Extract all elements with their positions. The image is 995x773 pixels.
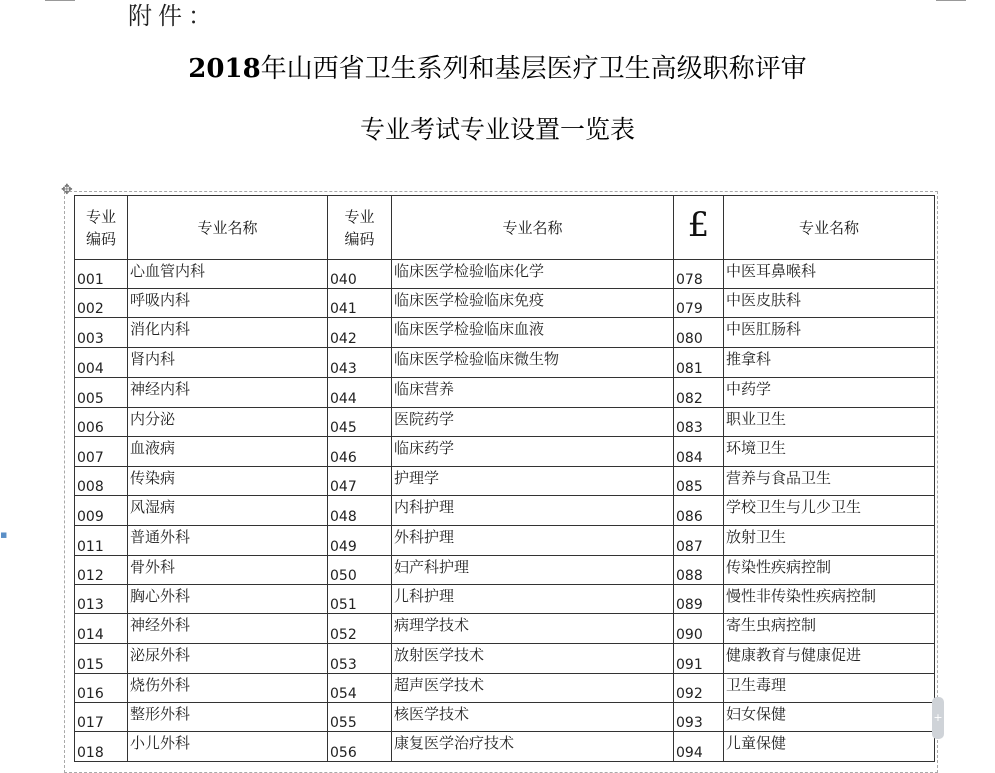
specialty-name: 慢性非传染性疾病控制: [724, 585, 935, 614]
specialty-code: 085: [674, 467, 724, 496]
specialty-name: 临床药学: [392, 437, 674, 467]
document-subtitle: 专业考试专业设置一览表: [359, 115, 635, 144]
specialty-code: 050: [328, 556, 392, 585]
specialty-name: 中医耳鼻喉科: [724, 260, 935, 289]
specialty-name: 肾内科: [128, 348, 328, 378]
specialty-name: 妇女保健: [724, 703, 935, 732]
table-row: [75, 526, 935, 556]
specialty-code: 008: [75, 467, 128, 496]
specialty-code: 053: [328, 644, 392, 674]
specialty-name: 健康教育与健康促进: [724, 644, 935, 674]
specialty-code: 012: [75, 556, 128, 585]
code-header: £: [674, 196, 724, 260]
specialty-name: 泌尿外科: [128, 644, 328, 674]
specialty-code: 089: [674, 585, 724, 614]
code-header: 专业 编码: [328, 196, 392, 260]
specialty-name: 学校卫生与儿少卫生: [724, 496, 935, 526]
specialty-code: 082: [674, 378, 724, 408]
table-row: [75, 467, 935, 496]
table-row: [75, 585, 935, 614]
page-corner-mark-right: [936, 0, 966, 1]
specialty-code: 018: [75, 732, 128, 762]
table-row: [75, 556, 935, 585]
specialty-code: 017: [75, 703, 128, 732]
specialty-name: 中医肛肠科: [724, 318, 935, 348]
specialty-name: 环境卫生: [724, 437, 935, 467]
title-year: 2018: [188, 54, 261, 84]
specialty-code: 055: [328, 703, 392, 732]
table-row: [75, 732, 935, 762]
specialty-code: 016: [75, 674, 128, 703]
name-header: 专业名称: [724, 196, 935, 260]
specialty-name: 寄生虫病控制: [724, 614, 935, 644]
specialty-name: 营养与食品卫生: [724, 467, 935, 496]
specialty-code: 081: [674, 348, 724, 378]
specialty-code: 003: [75, 318, 128, 348]
specialty-code: 007: [75, 437, 128, 467]
specialty-code: 079: [674, 289, 724, 318]
specialty-code: 090: [674, 614, 724, 644]
specialty-code: 056: [328, 732, 392, 762]
specialty-code: 080: [674, 318, 724, 348]
specialty-name: 儿科护理: [392, 585, 674, 614]
specialty-code: 041: [328, 289, 392, 318]
specialty-code: 046: [328, 437, 392, 467]
specialty-name: 核医学技术: [392, 703, 674, 732]
specialty-name: 临床医学检验临床微生物: [392, 348, 674, 378]
table-header-row: [75, 196, 935, 260]
specialty-code: 088: [674, 556, 724, 585]
specialty-name: 骨外科: [128, 556, 328, 585]
left-margin-marker-icon: ▪: [0, 528, 8, 541]
specialty-name: 临床医学检验临床免疫: [392, 289, 674, 318]
specialty-name: 临床营养: [392, 378, 674, 408]
specialty-code: 084: [674, 437, 724, 467]
specialty-code: 087: [674, 526, 724, 556]
specialty-code: 093: [674, 703, 724, 732]
specialty-name: 外科护理: [392, 526, 674, 556]
table-row: [75, 674, 935, 703]
specialty-name: 传染性疾病控制: [724, 556, 935, 585]
specialty-code: 049: [328, 526, 392, 556]
specialty-code: 086: [674, 496, 724, 526]
name-header: 专业名称: [128, 196, 328, 260]
specialty-name: 放射卫生: [724, 526, 935, 556]
specialty-name: 临床医学检验临床血液: [392, 318, 674, 348]
specialty-name: 传染病: [128, 467, 328, 496]
specialty-code: 009: [75, 496, 128, 526]
page-corner-mark-left: [45, 0, 75, 1]
specialty-code: 002: [75, 289, 128, 318]
specialty-code: 044: [328, 378, 392, 408]
specialty-name: 妇产科护理: [392, 556, 674, 585]
specialty-name: 小儿外科: [128, 732, 328, 762]
specialty-name: 职业卫生: [724, 408, 935, 437]
specialty-code: 015: [75, 644, 128, 674]
specialty-code: 047: [328, 467, 392, 496]
specialty-code: 005: [75, 378, 128, 408]
specialty-name: 烧伤外科: [128, 674, 328, 703]
table-row: [75, 260, 935, 289]
table-row: [75, 703, 935, 732]
specialty-code: 006: [75, 408, 128, 437]
document-title: [0, 48, 995, 85]
specialty-name: 风湿病: [128, 496, 328, 526]
specialty-code: 014: [75, 614, 128, 644]
specialty-code: 092: [674, 674, 724, 703]
table-row: [75, 408, 935, 437]
specialty-code: 001: [75, 260, 128, 289]
table-row: [75, 348, 935, 378]
table-row: [75, 437, 935, 467]
specialty-code: 042: [328, 318, 392, 348]
specialty-name: 整形外科: [128, 703, 328, 732]
title-text: 年山西省卫生系列和基层医疗卫生高级职称评审: [260, 54, 807, 84]
specialty-code: 051: [328, 585, 392, 614]
specialty-name: 临床医学检验临床化学: [392, 260, 674, 289]
specialty-name: 神经外科: [128, 614, 328, 644]
specialty-name: 护理学: [392, 467, 674, 496]
specialty-name: 医院药学: [392, 408, 674, 437]
table-row: [75, 378, 935, 408]
specialty-name: 胸心外科: [128, 585, 328, 614]
plus-icon[interactable]: +: [932, 697, 944, 739]
code-header: 专业 编码: [75, 196, 128, 260]
specialty-name: 儿童保健: [724, 732, 935, 762]
specialty-name: 心血管内科: [128, 260, 328, 289]
table-row: [75, 614, 935, 644]
specialty-code: 013: [75, 585, 128, 614]
table-row: [75, 318, 935, 348]
move-anchor-icon[interactable]: ✥: [61, 182, 73, 198]
specialty-code: 054: [328, 674, 392, 703]
specialty-code: 004: [75, 348, 128, 378]
table-row: [75, 289, 935, 318]
specialty-name: 消化内科: [128, 318, 328, 348]
specialty-name: 推拿科: [724, 348, 935, 378]
specialty-name: 神经内科: [128, 378, 328, 408]
specialty-name: 康复医学治疗技术: [392, 732, 674, 762]
specialty-name: 卫生毒理: [724, 674, 935, 703]
specialty-code: 091: [674, 644, 724, 674]
attachment-label: 附件：: [128, 2, 218, 30]
specialty-code: 040: [328, 260, 392, 289]
specialty-code: 052: [328, 614, 392, 644]
specialty-code: 043: [328, 348, 392, 378]
name-header: 专业名称: [392, 196, 674, 260]
specialty-code: 011: [75, 526, 128, 556]
specialty-name: 放射医学技术: [392, 644, 674, 674]
specialty-code: 094: [674, 732, 724, 762]
specialty-table: [74, 195, 935, 762]
specialty-name: 中医皮肤科: [724, 289, 935, 318]
specialty-code: 083: [674, 408, 724, 437]
specialty-name: 中药学: [724, 378, 935, 408]
specialty-name: 超声医学技术: [392, 674, 674, 703]
specialty-name: 呼吸内科: [128, 289, 328, 318]
specialty-name: 普通外科: [128, 526, 328, 556]
table-row: [75, 644, 935, 674]
specialty-code: 078: [674, 260, 724, 289]
specialty-code: 045: [328, 408, 392, 437]
specialty-name: 内科护理: [392, 496, 674, 526]
specialty-name: 内分泌: [128, 408, 328, 437]
table-row: [75, 496, 935, 526]
specialty-name: 病理学技术: [392, 614, 674, 644]
specialty-name: 血液病: [128, 437, 328, 467]
specialty-code: 048: [328, 496, 392, 526]
